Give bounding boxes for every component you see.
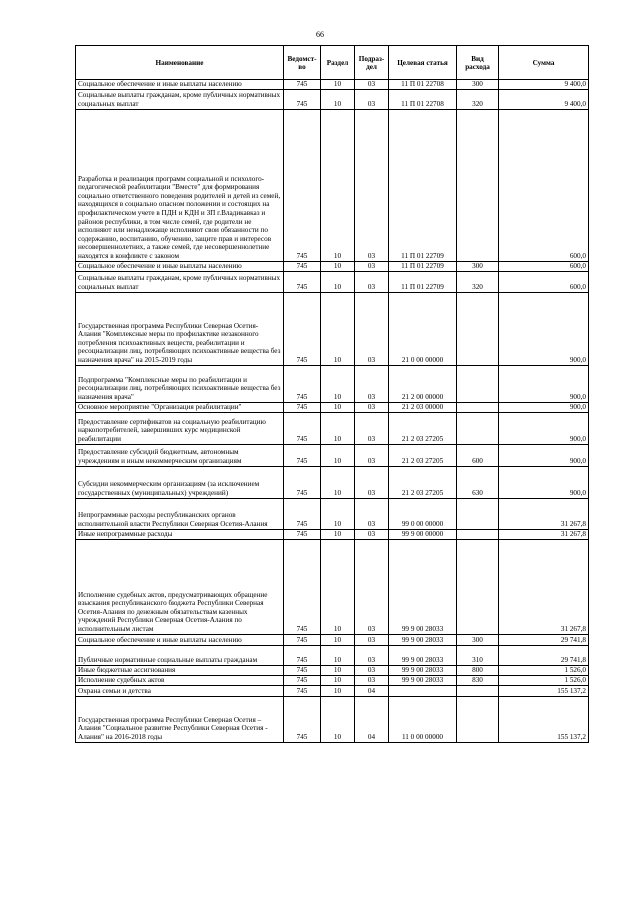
row-razdel-cell: 10 — [321, 444, 355, 466]
header-vedomstvo: Ведомст-во — [284, 46, 321, 80]
row-podrazdel-cell: 03 — [355, 529, 389, 539]
row-podrazdel-cell: 03 — [355, 539, 389, 634]
table-row — [76, 109, 589, 261]
row-razdel-cell: 10 — [321, 412, 355, 444]
table-row — [76, 261, 589, 271]
row-vid-cell: 310 — [457, 645, 499, 665]
row-statya-cell: 21 2 03 00000 — [389, 402, 457, 412]
row-name-cell: Исполнение судебных актов — [76, 675, 284, 685]
row-podrazdel-cell: 03 — [355, 271, 389, 292]
row-summa-cell: 31 267,8 — [499, 539, 589, 634]
row-name-cell: Иные бюджетные ассигнования — [76, 665, 284, 675]
row-razdel-cell: 10 — [321, 466, 355, 498]
row-statya-cell: 11 П 01 22708 — [389, 89, 457, 109]
table-row — [76, 696, 589, 742]
row-razdel-cell: 10 — [321, 645, 355, 665]
row-vedomstvo-cell: 745 — [284, 634, 321, 645]
table-row — [76, 675, 589, 685]
row-vedomstvo-cell: 745 — [284, 402, 321, 412]
row-name-cell: Социальные выплаты гражданам, кроме публичных нормативных социальных выплат — [76, 271, 284, 292]
row-vid-cell: 320 — [457, 271, 499, 292]
row-vedomstvo-cell: 745 — [284, 498, 321, 529]
row-vedomstvo-cell: 745 — [284, 292, 321, 365]
page-number: 66 — [316, 30, 324, 39]
row-vid-cell — [457, 292, 499, 365]
row-podrazdel-cell: 03 — [355, 498, 389, 529]
row-razdel-cell: 10 — [321, 261, 355, 271]
row-vid-cell: 630 — [457, 466, 499, 498]
header-vid: Вид расхода — [457, 46, 499, 80]
row-statya-cell: 99 9 00 28033 — [389, 634, 457, 645]
row-podrazdel-cell: 03 — [355, 444, 389, 466]
row-statya-cell: 21 2 03 27205 — [389, 444, 457, 466]
row-summa-cell: 600,0 — [499, 109, 589, 261]
row-vid-cell: 320 — [457, 89, 499, 109]
row-name-cell: Исполнение судебных актов, предусматривающих обращение взыскания республиканского бюджета Республики Северная Осетия-Алания по денежным обязательствам казенных учреждений Республики Северная Осетия-Алания по исполнительным листам — [76, 539, 284, 634]
row-podrazdel-cell: 03 — [355, 292, 389, 365]
row-razdel-cell: 10 — [321, 675, 355, 685]
row-statya-cell: 99 9 00 28033 — [389, 665, 457, 675]
row-name-cell: Публичные нормативные социальные выплаты гражданам — [76, 645, 284, 665]
row-name-cell: Государственная программа Республики Северная Осетия – Алания "Социальное развитие Республики Северная Осетия - Алания" на 2016-2018 годы — [76, 696, 284, 742]
row-vid-cell: 600 — [457, 444, 499, 466]
table-row — [76, 444, 589, 466]
row-statya-cell: 11 П 01 22709 — [389, 109, 457, 261]
row-statya-cell: 99 9 00 28033 — [389, 645, 457, 665]
row-vid-cell — [457, 365, 499, 402]
row-vid-cell — [457, 412, 499, 444]
table-row — [76, 665, 589, 675]
row-summa-cell: 9 400,0 — [499, 80, 589, 90]
row-summa-cell: 600,0 — [499, 261, 589, 271]
row-razdel-cell: 10 — [321, 109, 355, 261]
row-vedomstvo-cell: 745 — [284, 365, 321, 402]
table-header-row — [76, 46, 589, 80]
row-vid-cell: 300 — [457, 80, 499, 90]
row-summa-cell: 900,0 — [499, 412, 589, 444]
row-statya-cell: 11 П 01 22708 — [389, 80, 457, 90]
row-vid-cell: 800 — [457, 665, 499, 675]
table-row — [76, 365, 589, 402]
row-summa-cell: 155 137,2 — [499, 685, 589, 696]
row-podrazdel-cell: 03 — [355, 412, 389, 444]
row-razdel-cell: 10 — [321, 665, 355, 675]
row-razdel-cell: 10 — [321, 498, 355, 529]
row-name-cell: Разработка и реализация программ социальной и психолого-педагогической реабилитации "Вместе" для формирования социально ответственного поведения родителей и детей из семей, находящихся в социально опасном положении и состоящих на профилактическом учете в ПДН и КДН и ЗП г.Владикавказ и районов республики, в том числе семей, где родители не исполняют или ненадлежаще исполняют свои обязанности по содержанию, воспитанию, обучению, защите прав и интересов несовершеннолетних, а также семей, где несовершеннолетние находятся в конфликте с законом — [76, 109, 284, 261]
row-summa-cell: 31 267,8 — [499, 529, 589, 539]
table-row — [76, 685, 589, 696]
header-statya: Целевая статья — [389, 46, 457, 80]
row-podrazdel-cell: 03 — [355, 261, 389, 271]
row-vid-cell — [457, 402, 499, 412]
header-podrazdel: Подраз-дел — [355, 46, 389, 80]
row-summa-cell: 600,0 — [499, 271, 589, 292]
row-vedomstvo-cell: 745 — [284, 675, 321, 685]
table-row — [76, 292, 589, 365]
row-vedomstvo-cell: 745 — [284, 261, 321, 271]
row-vid-cell: 300 — [457, 261, 499, 271]
row-name-cell: Предоставление сертификатов на социальную реабилитацию наркопотребителей, завершивших курс медицинской реабилитации — [76, 412, 284, 444]
row-vedomstvo-cell: 745 — [284, 645, 321, 665]
row-vedomstvo-cell: 745 — [284, 696, 321, 742]
row-vedomstvo-cell: 745 — [284, 109, 321, 261]
row-statya-cell: 11 П 01 22709 — [389, 261, 457, 271]
row-razdel-cell: 10 — [321, 365, 355, 402]
table-row — [76, 634, 589, 645]
row-summa-cell: 155 137,2 — [499, 696, 589, 742]
row-vedomstvo-cell: 745 — [284, 89, 321, 109]
row-podrazdel-cell: 03 — [355, 645, 389, 665]
table-row — [76, 529, 589, 539]
row-summa-cell: 29 741,8 — [499, 634, 589, 645]
table-row — [76, 466, 589, 498]
row-razdel-cell: 10 — [321, 696, 355, 742]
row-name-cell: Предоставление субсидий бюджетным, автономным учреждениям и иным некоммерческим организациям — [76, 444, 284, 466]
row-vedomstvo-cell: 745 — [284, 685, 321, 696]
table-row — [76, 80, 589, 90]
row-statya-cell: 11 П 01 22709 — [389, 271, 457, 292]
row-razdel-cell: 10 — [321, 89, 355, 109]
row-podrazdel-cell: 03 — [355, 675, 389, 685]
row-vid-cell — [457, 685, 499, 696]
row-podrazdel-cell: 03 — [355, 665, 389, 675]
row-vedomstvo-cell: 745 — [284, 80, 321, 90]
row-podrazdel-cell: 03 — [355, 466, 389, 498]
row-vid-cell — [457, 539, 499, 634]
table-body — [76, 80, 589, 743]
row-summa-cell: 900,0 — [499, 292, 589, 365]
row-name-cell: Непрограммные расходы республиканских органов исполнительной власти Республики Северная Осетия-Алания — [76, 498, 284, 529]
row-podrazdel-cell: 04 — [355, 685, 389, 696]
row-name-cell: Иные непрограммные расходы — [76, 529, 284, 539]
row-vedomstvo-cell: 745 — [284, 412, 321, 444]
row-name-cell: Государственная программа Республики Северная Осетия-Алания "Комплексные меры по профилактике незаконного потребления психоактивных веществ, реабилитации и ресоциализации лиц, потребляющих психоактивные вещества без назначения врача" на 2015-2019 годы — [76, 292, 284, 365]
row-statya-cell: 21 2 03 27205 — [389, 412, 457, 444]
row-name-cell: Социальное обеспечение и иные выплаты населению — [76, 634, 284, 645]
row-vedomstvo-cell: 745 — [284, 466, 321, 498]
row-summa-cell: 1 526,0 — [499, 665, 589, 675]
row-name-cell: Подпрограмма "Комплексные меры по реабилитации и ресоциализации лиц, потребляющих психоактивные вещества без назначения врача" — [76, 365, 284, 402]
row-summa-cell: 31 267,8 — [499, 498, 589, 529]
row-vedomstvo-cell: 745 — [284, 529, 321, 539]
row-statya-cell — [389, 685, 457, 696]
table-row — [76, 271, 589, 292]
row-summa-cell: 29 741,8 — [499, 645, 589, 665]
row-razdel-cell: 10 — [321, 685, 355, 696]
table-row — [76, 645, 589, 665]
row-razdel-cell: 10 — [321, 539, 355, 634]
budget-table — [75, 45, 589, 743]
row-name-cell: Социальное обеспечение и иные выплаты населению — [76, 80, 284, 90]
row-razdel-cell: 10 — [321, 292, 355, 365]
header-name: Наименование — [76, 46, 284, 80]
row-name-cell: Социальные выплаты гражданам, кроме публичных нормативных социальных выплат — [76, 89, 284, 109]
row-vid-cell: 830 — [457, 675, 499, 685]
row-razdel-cell: 10 — [321, 634, 355, 645]
row-vid-cell — [457, 498, 499, 529]
header-razdel: Раздел — [321, 46, 355, 80]
row-podrazdel-cell: 03 — [355, 89, 389, 109]
row-summa-cell: 1 526,0 — [499, 675, 589, 685]
row-podrazdel-cell: 04 — [355, 696, 389, 742]
table-row — [76, 89, 589, 109]
header-summa: Сумма — [499, 46, 589, 80]
row-summa-cell: 900,0 — [499, 402, 589, 412]
row-summa-cell: 9 400,0 — [499, 89, 589, 109]
row-razdel-cell: 10 — [321, 402, 355, 412]
row-statya-cell: 99 0 00 00000 — [389, 498, 457, 529]
row-vid-cell — [457, 109, 499, 261]
row-vid-cell: 300 — [457, 634, 499, 645]
row-vid-cell — [457, 529, 499, 539]
row-name-cell: Социальное обеспечение и иные выплаты населению — [76, 261, 284, 271]
row-vedomstvo-cell: 745 — [284, 444, 321, 466]
table-row — [76, 402, 589, 412]
row-statya-cell: 11 0 00 00000 — [389, 696, 457, 742]
row-vid-cell — [457, 696, 499, 742]
table-row — [76, 498, 589, 529]
row-razdel-cell: 10 — [321, 529, 355, 539]
row-podrazdel-cell: 03 — [355, 365, 389, 402]
row-razdel-cell: 10 — [321, 80, 355, 90]
row-summa-cell: 900,0 — [499, 466, 589, 498]
row-vedomstvo-cell: 745 — [284, 665, 321, 675]
row-vedomstvo-cell: 745 — [284, 539, 321, 634]
row-podrazdel-cell: 03 — [355, 634, 389, 645]
row-razdel-cell: 10 — [321, 271, 355, 292]
row-name-cell: Субсидии некоммерческим организациям (за исключением государственных (муниципальных) учреждений) — [76, 466, 284, 498]
row-summa-cell: 900,0 — [499, 444, 589, 466]
row-podrazdel-cell: 03 — [355, 80, 389, 90]
row-statya-cell: 21 0 00 00000 — [389, 292, 457, 365]
row-podrazdel-cell: 03 — [355, 402, 389, 412]
table-row — [76, 539, 589, 634]
row-statya-cell: 99 9 00 00000 — [389, 529, 457, 539]
row-podrazdel-cell: 03 — [355, 109, 389, 261]
row-statya-cell: 99 9 00 28033 — [389, 539, 457, 634]
row-vedomstvo-cell: 745 — [284, 271, 321, 292]
row-name-cell: Основное мероприятие "Организация реабилитации" — [76, 402, 284, 412]
row-summa-cell: 900,0 — [499, 365, 589, 402]
row-statya-cell: 21 2 00 00000 — [389, 365, 457, 402]
table-row — [76, 412, 589, 444]
row-statya-cell: 99 9 00 28033 — [389, 675, 457, 685]
row-statya-cell: 21 2 03 27205 — [389, 466, 457, 498]
row-name-cell: Охрана семьи и детства — [76, 685, 284, 696]
